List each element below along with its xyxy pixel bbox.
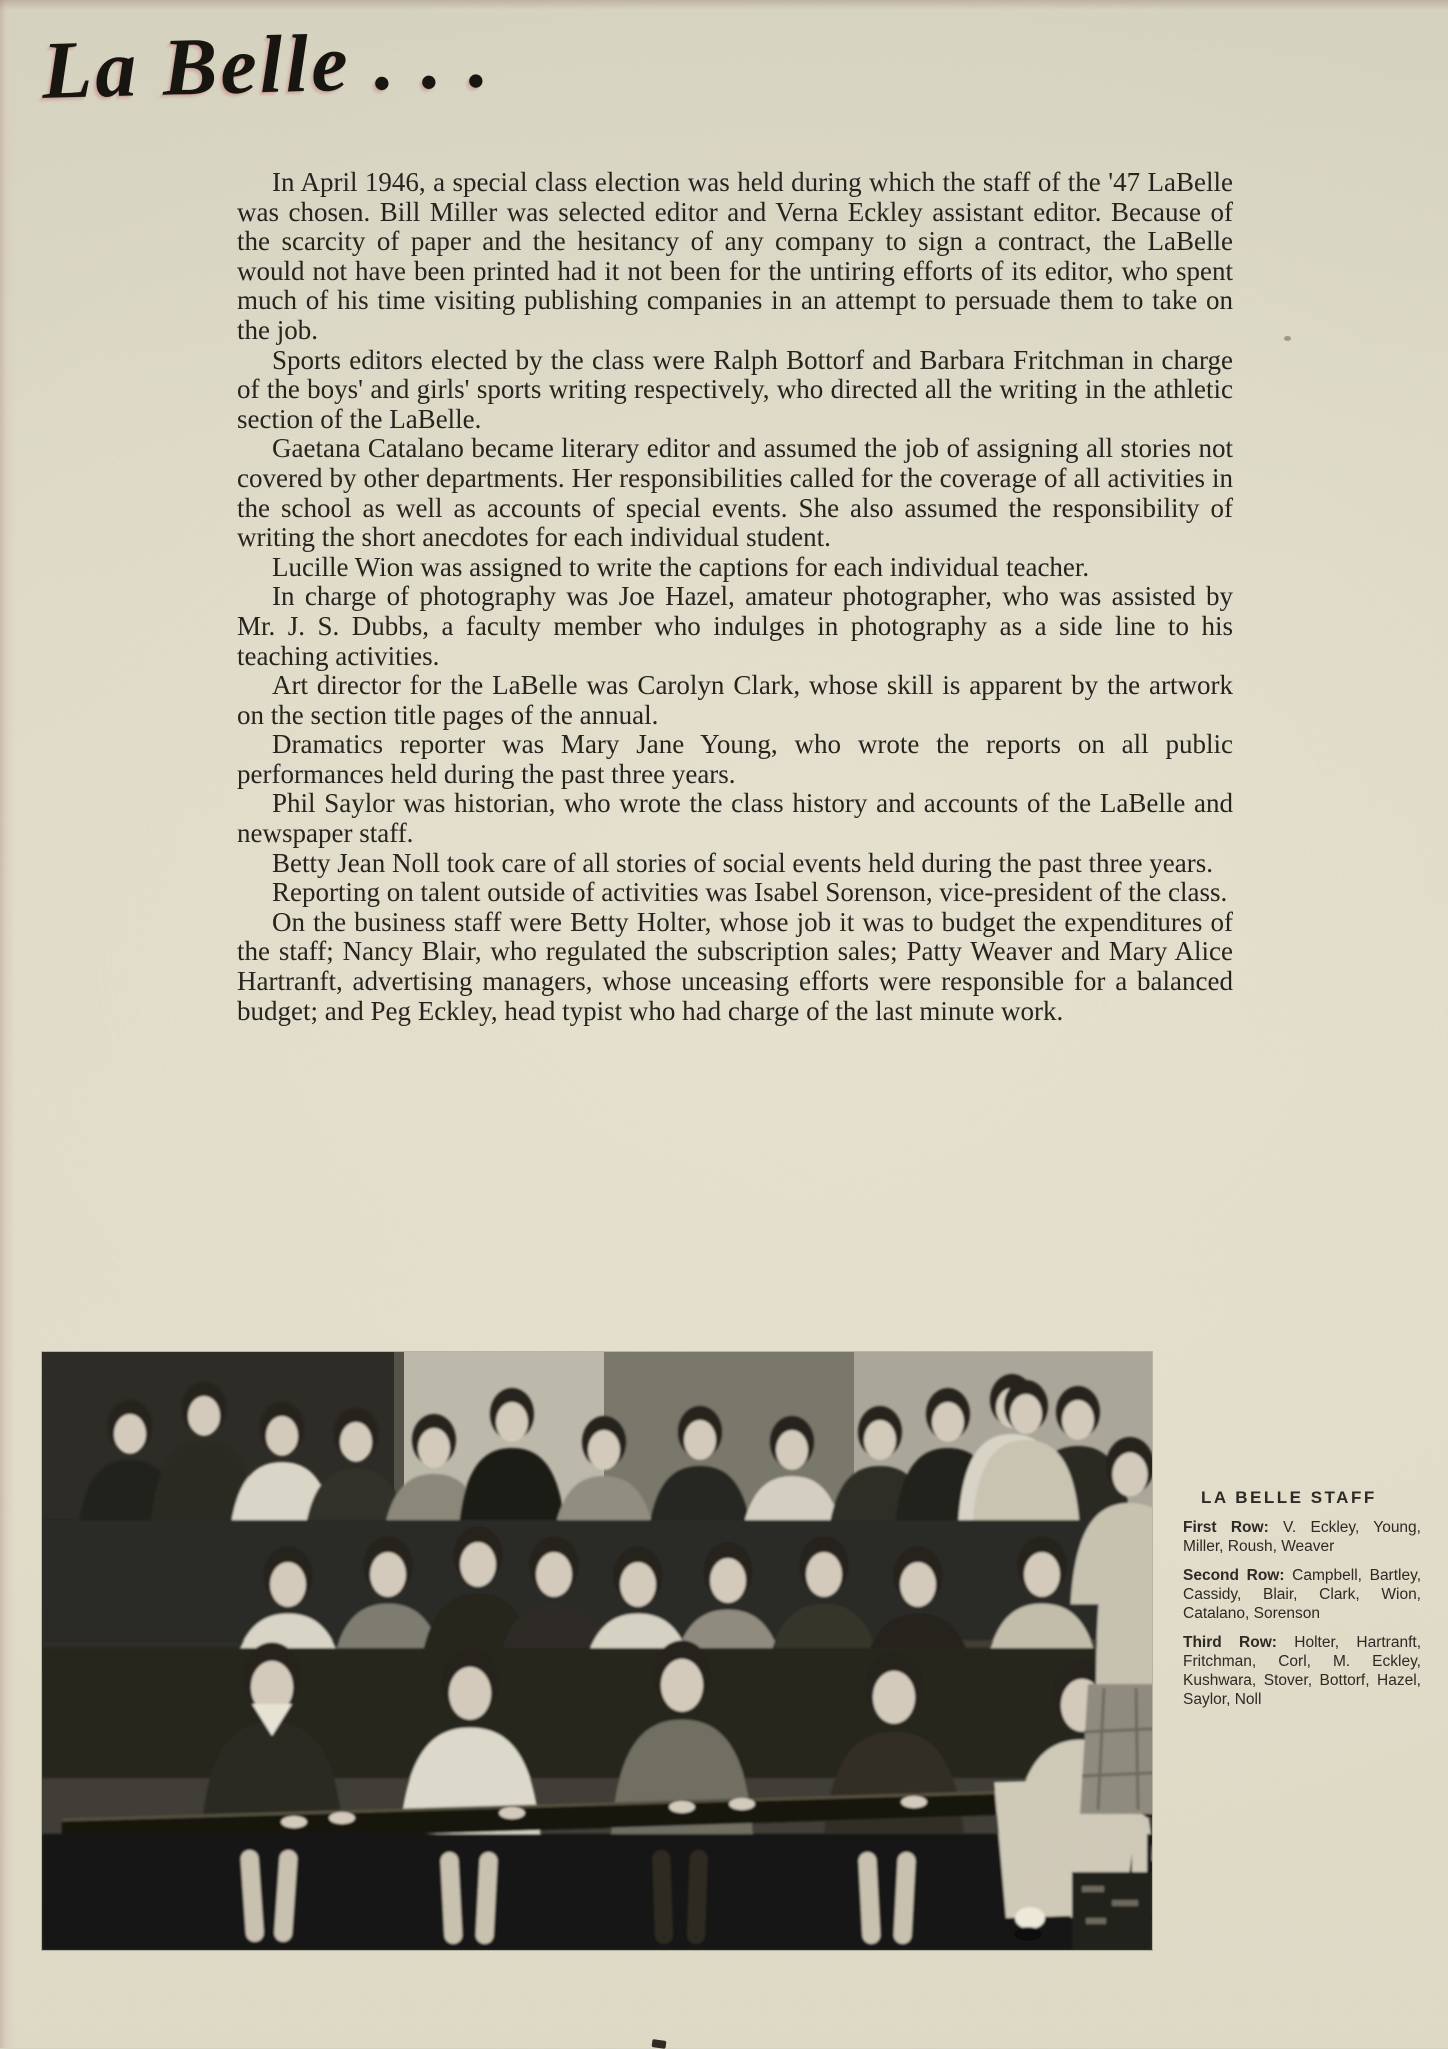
caption-row-third xyxy=(1183,1633,1421,1709)
caption-row-first xyxy=(1183,1518,1421,1556)
caption-row-names: V. Eckley, Young, Miller, Roush, Weaver xyxy=(1183,1519,1421,1555)
photo-caption xyxy=(1183,1488,1421,1719)
page-top-edge-shadow xyxy=(0,0,1448,10)
article-text xyxy=(237,168,1233,1026)
caption-row-names: Holter, Hartranft, Fritchman, Corl, M. Eckley, Kushwara, Stover, Bottorf, Hazel, Saylor, Noll xyxy=(1183,1634,1421,1708)
staff-photo xyxy=(42,1352,1152,1950)
paragraph: Reporting on talent outside of activities was Isabel Sorenson, vice-president of the class. xyxy=(272,877,1228,908)
paragraph: On the business staff were Betty Holter, whose job it was to budget the expenditures of the staff; Nancy Blair, who regulated the subscription sales; Patty Weaver and Mary Alice Hartranft, advertising managers, whose unceasing efforts were responsible for a balanced budget; and Peg Eckley, head typist who had charge of the last minute work. xyxy=(237,906,1233,1026)
staff-photo-illustration xyxy=(42,1352,1152,1950)
paragraph: Sports editors elected by the class were Ralph Bottorf and Barbara Fritchman in charge of the boys' and girls' sports writing respectively, who directed all the writing in the athletic section of the LaBelle. xyxy=(237,344,1233,434)
page-left-edge-shadow xyxy=(0,0,16,2048)
paragraph: In April 1946, a special class election was held during which the staff of the '47 LaBelle was chosen. Bill Miller was selected editor and Verna Eckley assistant editor. Because of the scarcity of paper and the hesitancy of any company to sign a contract, the LaBelle would not have been printed had it not been for the untiring efforts of its editor, who spent much of his time visiting publishing companies in an attempt to persuade them to take on the job. xyxy=(237,167,1233,345)
paragraph: Dramatics reporter was Mary Jane Young, who wrote the reports on all public performances held during the past three years. xyxy=(237,729,1233,789)
right-margin-scan-mark xyxy=(1284,336,1291,341)
paragraph: Art director for the LaBelle was Carolyn Clark, whose skill is apparent by the artwork on the section title pages of the annual. xyxy=(237,670,1233,730)
paragraph: Phil Saylor was historian, who wrote the class history and accounts of the LaBelle and newspaper staff. xyxy=(237,788,1233,849)
caption-row-names: Campbell, Bartley, Cassidy, Blair, Clark, Wion, Catalano, Sorenson xyxy=(1183,1567,1421,1622)
page-title: La Belle . . . xyxy=(40,13,493,116)
caption-row-second xyxy=(1183,1566,1421,1623)
paragraph: Betty Jean Noll took care of all stories of social events held during the past three years. xyxy=(272,847,1213,878)
paragraph: Gaetana Catalano became literary editor and assumed the job of assigning all stories not covered by other departments. Her responsibilities called for the coverage of all activities in the school as well as accounts of special events. She also assumed the responsibility of writing the short anecdotes for each individual student. xyxy=(237,433,1233,553)
caption-row-label: First Row: xyxy=(1183,1519,1269,1536)
paragraph: Lucille Wion was assigned to write the captions for each individual teacher. xyxy=(272,551,1090,582)
caption-row-label: Third Row: xyxy=(1183,1634,1277,1651)
caption-heading: LA BELLE STAFF xyxy=(1201,1488,1377,1507)
caption-row-label: Second Row: xyxy=(1183,1567,1285,1584)
paragraph: In charge of photography was Joe Hazel, amateur photographer, who was assisted by Mr. J. S. Dubbs, a faculty member who indulges in photography as a side line to his teaching activities. xyxy=(237,581,1233,671)
bottom-edge-scan-mark xyxy=(652,2039,667,2049)
